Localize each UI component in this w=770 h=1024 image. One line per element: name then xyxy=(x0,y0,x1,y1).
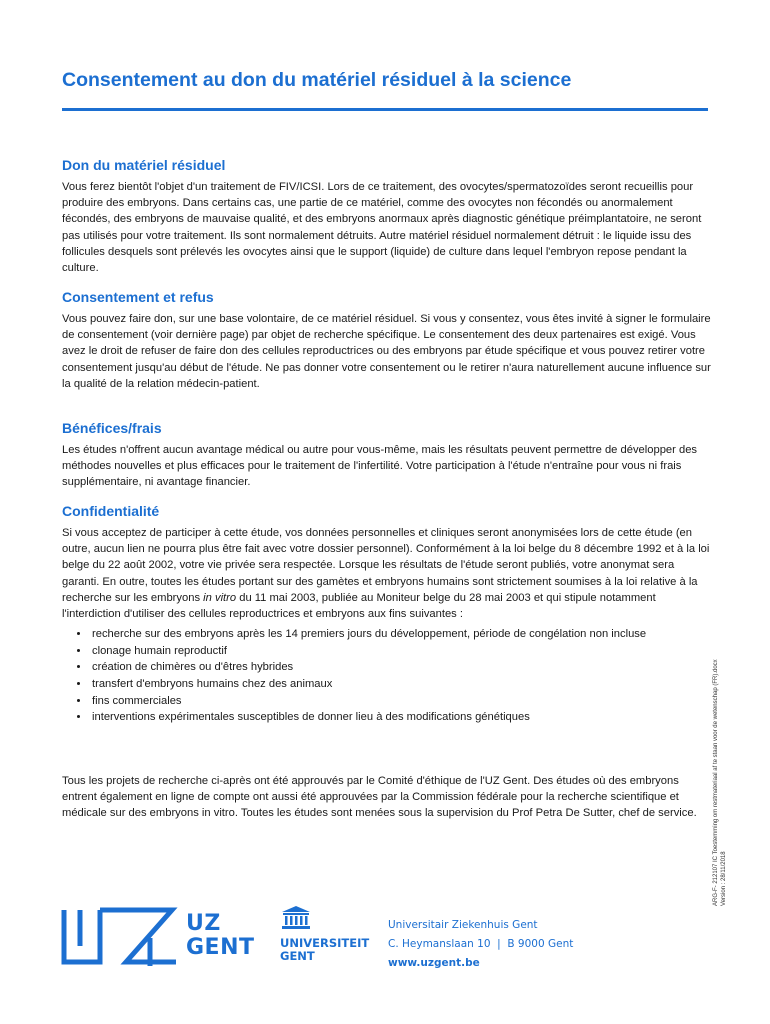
university-building-icon xyxy=(281,906,311,930)
section-benefices xyxy=(62,419,712,491)
section-text: Vous ferez bientôt l'objet d'un traitement de FIV/ICSI. Lors de ce traitement, des ovocytes/spermatozoïdes seront recueillis pour produire des embryons. Dans certains cas, une partie de ce matériel, comme des ovocytes non fécondés ou anormalement fécondés, des embryons de mauvaise qualité, et des embryons anormaux après diagnostic génétique préimplantatoire, ne seront pas utilisés pour votre traitement. Ils sont normalement détruits. Autre matériel résiduel normalement détruit : le liquide issu des follicules desquels sont prélevés les ovocytes ainsi que le support (liquide) de culture dans lequel l'embryon repose pendant la culture. xyxy=(62,181,702,275)
website-link[interactable]: www.uzgent.be xyxy=(388,957,480,969)
section-consentement xyxy=(62,288,712,392)
hospital-name: Universitair Ziekenhuis Gent xyxy=(388,919,538,931)
title-divider xyxy=(62,108,708,111)
section-heading: Bénéfices/frais xyxy=(62,420,162,436)
closing-paragraph xyxy=(62,773,712,822)
section-heading: Confidentialité xyxy=(62,503,160,519)
bullet-list xyxy=(62,626,712,726)
list-item: • fins commerciales xyxy=(90,693,712,710)
list-item: • transfert d'embryons humains chez des animaux xyxy=(90,676,712,693)
uz-gent-wordmark: UZ GENT xyxy=(186,911,255,960)
section-don xyxy=(62,156,712,276)
contact-block xyxy=(388,916,573,973)
section-heading: Consentement et refus xyxy=(62,289,214,305)
section-heading: Don du matériel résiduel xyxy=(62,157,226,173)
section-confidentialite xyxy=(62,502,712,726)
section-text: Si vous acceptez de participer à cette étude, vos données personnelles et cliniques seront anonymisées lors de cette étude (en outre, aucun lien ne pourra plus être fait avec votre dossier personnel). Conformément à la loi belge du 8 décembre 1992 et à la loi belge du 22 août 2002, votre vie privée sera respectée. Lorsque les résultats de l'étude seront publiés, votre anonymat sera garanti. En outre, toutes les études portant sur des gamètes et embryons humains sont strictement soumises à la loi relative à la recherche sur les embryons in vitro du 11 mai 2003, publiée au Moniteur belge du 28 mai 2003 et qui stipule notamment l'interdiction d'utiliser des cellules reproductrices et embryons aux fins suivantes : xyxy=(62,527,710,621)
list-item: • interventions expérimentales susceptibles de donner lieu à des modifications génétiques xyxy=(90,709,712,726)
italic-term: in vitro xyxy=(203,591,237,604)
ugent-logo: UNIVERSITEIT GENT xyxy=(280,906,362,963)
uz-gent-logo-icon xyxy=(60,906,178,968)
section-text: Vous pouvez faire don, sur une base volontaire, de ce matériel résiduel. Si vous y consentez, vous êtes invité à signer le formulaire de consentement (voir dernière page) par objet de recherche spécifique. Le consentement des deux partenaires est exigé. Vous avez le droit de refuser de faire don des cellules reproductrices ou des embryons par étude spécifique et vous pouvez retirer votre consentement jusqu'au début de l'étude. Ne pas donner votre consentement ou le retirer n'aura naturellement aucune influence sur la qualité de la relation médecin-patient. xyxy=(62,313,711,390)
list-item: • recherche sur des embryons après les 14 premiers jours du développement, période de congélation non incluse xyxy=(90,626,712,643)
list-item: • clonage humain reproductif xyxy=(90,643,712,660)
list-item: • création de chimères ou d'êtres hybrides xyxy=(90,659,712,676)
section-text: Tous les projets de recherche ci-après ont été approuvés par le Comité d'éthique de l'UZ Gent. Des études où des embryons entrent également en ligne de compte ont aussi été approuvées par la Commission fédérale pour la recherche scientifique et médicale sur des embryons in vitro. Toutes les études sont menées sous la supervision du Prof Petra De Sutter, chef de service. xyxy=(62,775,697,820)
document-reference: ARG-F- 212107 IC Toestemming om restmateriaal af te staan voor de wetenschap (FR).docx Version : 28/11/2018 xyxy=(713,659,727,906)
address: C. Heymanslaan 10 | B 9000 Gent xyxy=(388,938,574,950)
section-text: Les études n'offrent aucun avantage médical ou autre pour vous-même, mais les résultats peuvent permettre de développer des méthodes nouvelles et plus efficaces pour le traitement de l'infertilité. Votre participation à l'étude n'entraîne pour vous ni frais supplémentaire, ni avantage financier. xyxy=(62,444,698,489)
page-title: Consentement au don du matériel résiduel à la science xyxy=(62,69,572,91)
footer xyxy=(0,900,770,980)
